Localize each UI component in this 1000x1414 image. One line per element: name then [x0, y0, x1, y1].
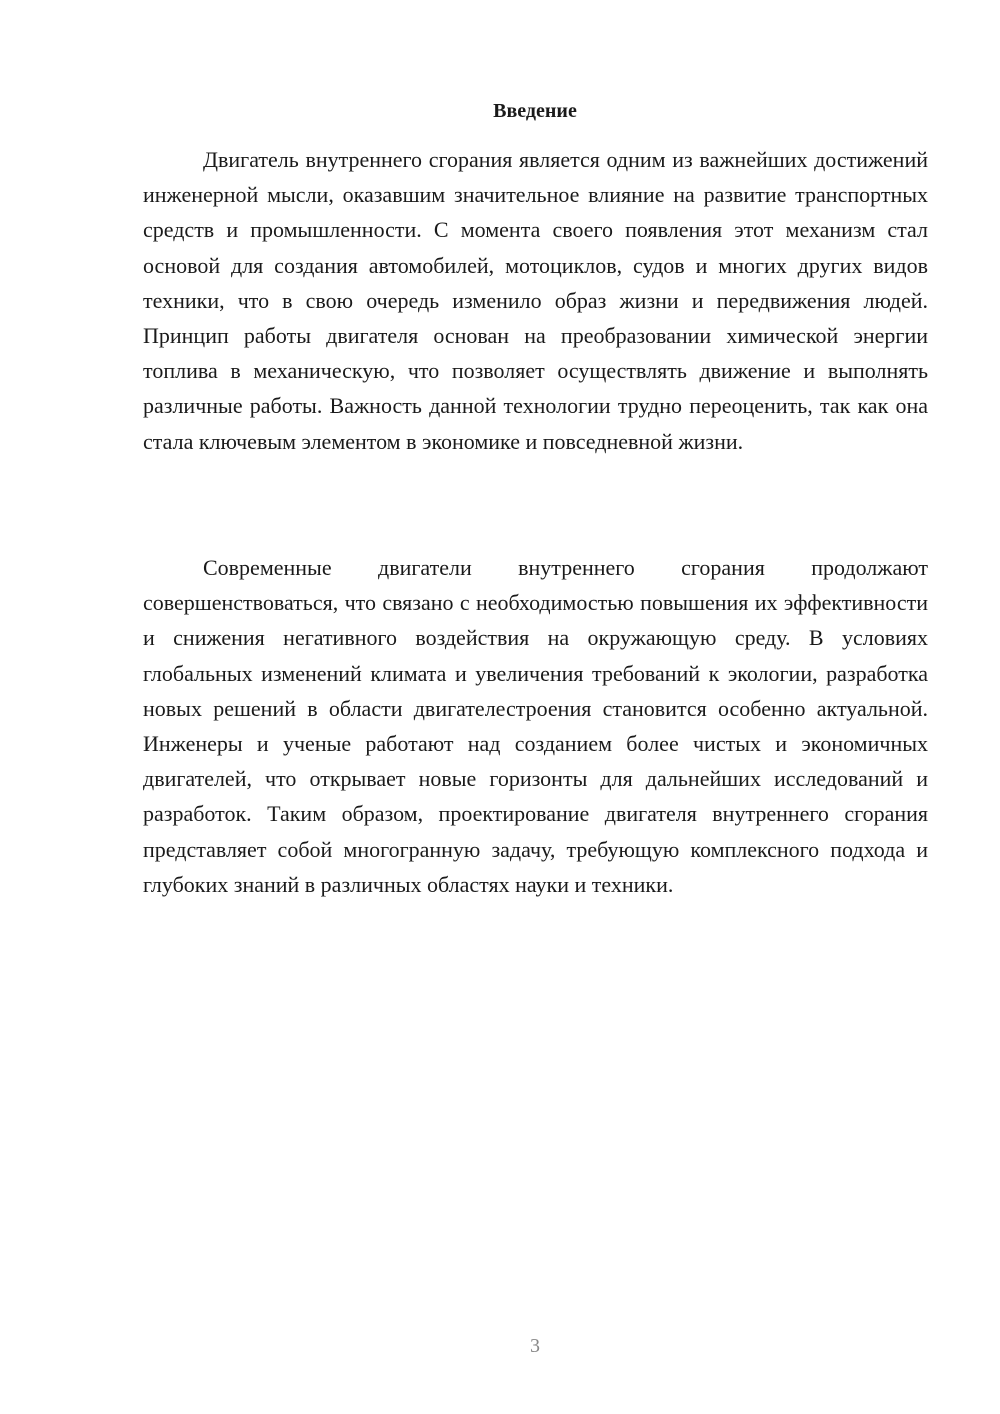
page-number: 3: [530, 1335, 540, 1357]
paragraph-introduction-1: Двигатель внутреннего сгорания является одним из важнейших достижений инженерной мысли, оказавшим значительное влияние на развитие транспортных средств и промышленности. С момента своего появления этот механизм стал основой для создания автомобилей, мотоциклов, судов и многих других видов техники, что в свою очередь изменило образ жизни и передвижения людей. Принцип работы двигателя основан на преобразовании химической энергии топлива в механическую, что позволяет осуществлять движение и выполнять различные работы. Важность данной технологии трудно переоценить, так как она стала ключевым элементом в экономике и повседневной жизни.: [143, 147, 928, 454]
paragraph-introduction-2: Современные двигатели внутреннего сгорания продолжают совершенствоваться, что связано с необходимостью повышения их эффективности и снижения негативного воздействия на окружающую среду. В условиях глобальных изменений климата и увеличения требований к экологии, разработка новых решений в области двигателестроения становится особенно актуальной. Инженеры и ученые работают над созданием более чистых и экономичных двигателей, что открывает новые горизонты для дальнейших исследований и разработок. Таким образом, проектирование двигателя внутреннего сгорания представляет собой многогранную задачу, требующую комплексного подхода и глубоких знаний в различных областях науки и техники.: [143, 555, 928, 897]
page-title: Введение: [493, 100, 577, 122]
